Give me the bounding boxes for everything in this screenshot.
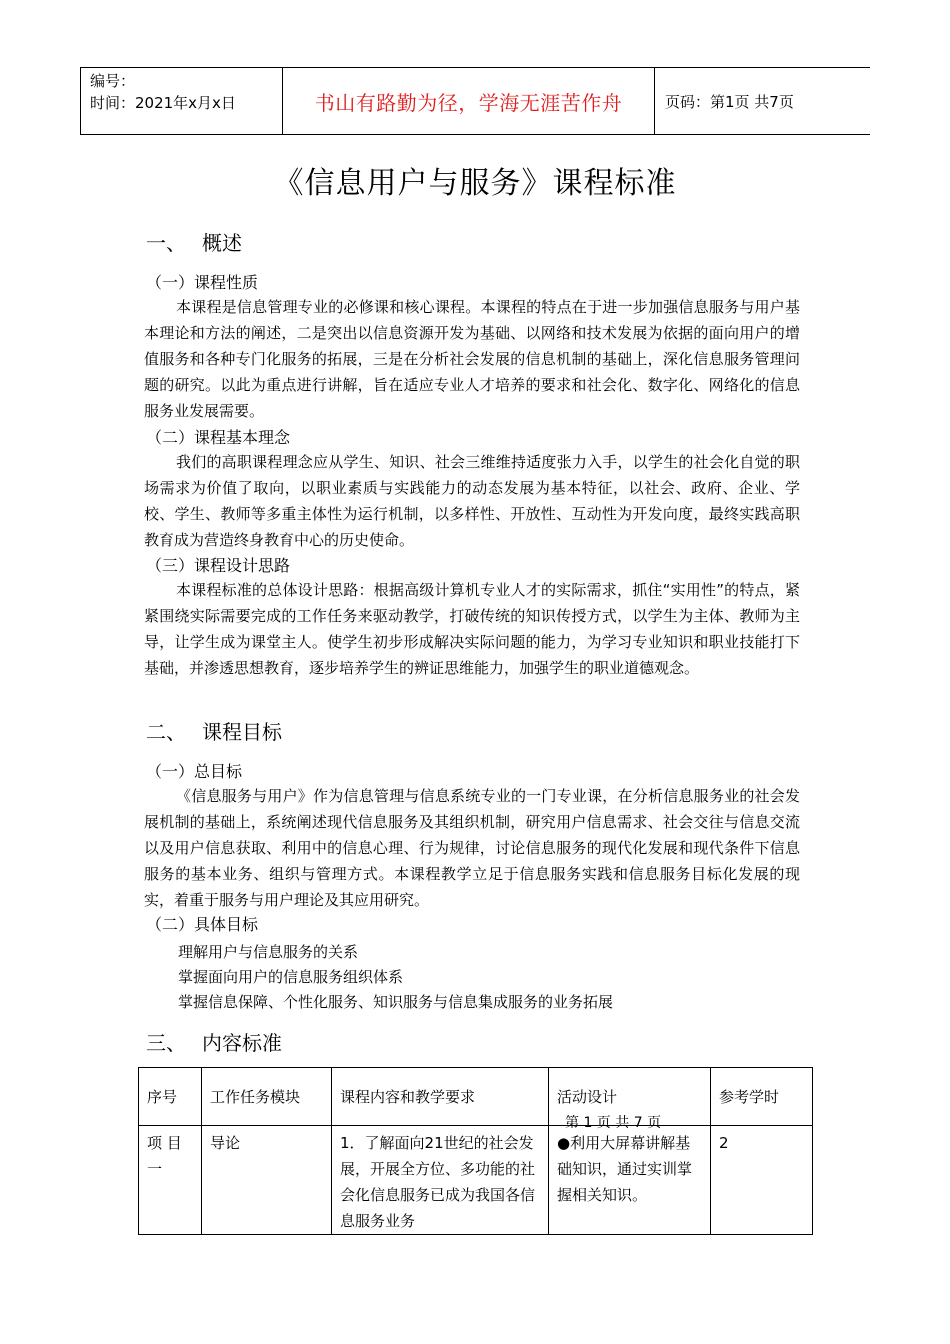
table-cell: 2 bbox=[711, 1126, 813, 1235]
paragraph-basic-concept: 我们的高职课程理念应从学生、知识、社会三维维持适度张力入手，以学生的社会化自觉的职场需求为价值了取向，以职业素质与实践能力的动态发展为基本特征，以社会、政府、企业、学校、学生、教师等多重主体性为运行机制，以多样性、开放性、互动性为开发向度，最终实践高职教育成为营造终身教育中心的历史使命。 bbox=[144, 453, 800, 549]
table-cell: ●利用大屏幕讲解基础知识，通过实训掌握相关知识。 bbox=[549, 1126, 711, 1235]
section-heading-content-standards bbox=[146, 1027, 282, 1056]
header-page-info: 页码：第1页 共7页 bbox=[665, 92, 794, 111]
header-meta bbox=[81, 68, 283, 134]
content-standards-table bbox=[138, 1067, 813, 1235]
table-header-row bbox=[139, 1068, 813, 1126]
page-title: 《信息用户与服务》课程标准 bbox=[273, 166, 677, 201]
section-title: 课程目标 bbox=[202, 720, 282, 744]
paragraph-overall-goal: 《信息服务与用户》作为信息管理与信息系统专业的一门专业课，在分析信息服务业的社会发展机制的基础上，系统阐述现代信息服务及其组织机制，研究用户信息需求、社会交往与信息交流以及用户信息获取、利用中的信息心理、行为规律，讨论信息服务的现代化发展和现代条件下信息服务的基本业务、组织与管理方式。本课程教学立足于信息服务实践和信息服务目标化发展的现实，着重于服务与用户理论及其应用研究。 bbox=[144, 787, 800, 909]
paragraph-course-nature: 本课程是信息管理专业的必修课和核心课程。本课程的特点在于进一步加强信息服务与用户基本理论和方法的阐述，二是突出以信息资源开发为基础、以网络和技术发展为依据的面向用户的增值服务和各种专门化服务的拓展，三是在分析社会发展的信息机制的基础上，深化信息服务管理问题的研究。以此为重点进行讲解，旨在适应专业人才培养的要求和社会化、数字化、网络化的信息服务业发展需要。 bbox=[144, 298, 800, 420]
subheading-overall-goal: （一）总目标 bbox=[146, 762, 243, 781]
section-number: 二、 bbox=[146, 720, 186, 744]
paragraph-design-approach: 本课程标准的总体设计思路：根据高级计算机专业人才的实际需求，抓住“实用性”的特点，紧紧围绕实际需要完成的工作任务来驱动教学，打破传统的知识传授方式，以学生为主体、教师为主导，让学生成为课堂主人。使学生初步形成解决实际问题的能力，为学习专业知识和职业技能打下基础，并渗透思想教育，逐步培养学生的辨证思维能力，加强学生的职业道德观念。 bbox=[144, 581, 800, 677]
table-header-cell: 课程内容和教学要求 bbox=[332, 1068, 549, 1126]
subheading-basic-concept: （二）课程基本理念 bbox=[146, 428, 291, 447]
document-header bbox=[80, 67, 870, 135]
table-row bbox=[139, 1126, 813, 1235]
subheading-design-approach: （三）课程设计思路 bbox=[146, 556, 291, 575]
subheading-course-nature: （一）课程性质 bbox=[146, 273, 259, 292]
number-label: 编号： bbox=[90, 72, 136, 90]
table-header-cell: 参考学时 bbox=[711, 1068, 813, 1126]
table-cell: 1．了解面向21世纪的社会发展，开展全方位、多功能的社会化信息服务已成为我国各信息服务业务 bbox=[332, 1126, 549, 1235]
table-header-cell: 序号 bbox=[139, 1068, 202, 1126]
section-number: 一、 bbox=[146, 231, 186, 255]
table-cell: 项 目一 bbox=[139, 1126, 202, 1235]
table-cell: 导论 bbox=[202, 1126, 332, 1235]
header-motto: 书山有路勤为径，学海无涯苦作舟 bbox=[283, 68, 655, 134]
subheading-specific-goals: （二）具体目标 bbox=[146, 915, 259, 934]
section-title: 内容标准 bbox=[202, 1031, 282, 1055]
table-header-cell: 工作任务模块 bbox=[202, 1068, 332, 1126]
table-header-cell: 活动设计 bbox=[549, 1068, 711, 1126]
list-item: 掌握信息保障、个性化服务、知识服务与信息集成服务的业务拓展 bbox=[178, 993, 614, 1011]
list-item: 理解用户与信息服务的关系 bbox=[178, 943, 359, 961]
page-footer-label: 第 1 页 共 7 页 bbox=[565, 1115, 662, 1131]
section-title: 概述 bbox=[202, 231, 242, 255]
list-item: 掌握面向用户的信息服务组织体系 bbox=[178, 968, 404, 986]
section-number: 三、 bbox=[146, 1031, 186, 1055]
date-label: 时间：2021年x月x日 bbox=[90, 94, 236, 112]
section-heading-overview bbox=[146, 227, 242, 256]
section-heading-goals bbox=[146, 716, 282, 745]
